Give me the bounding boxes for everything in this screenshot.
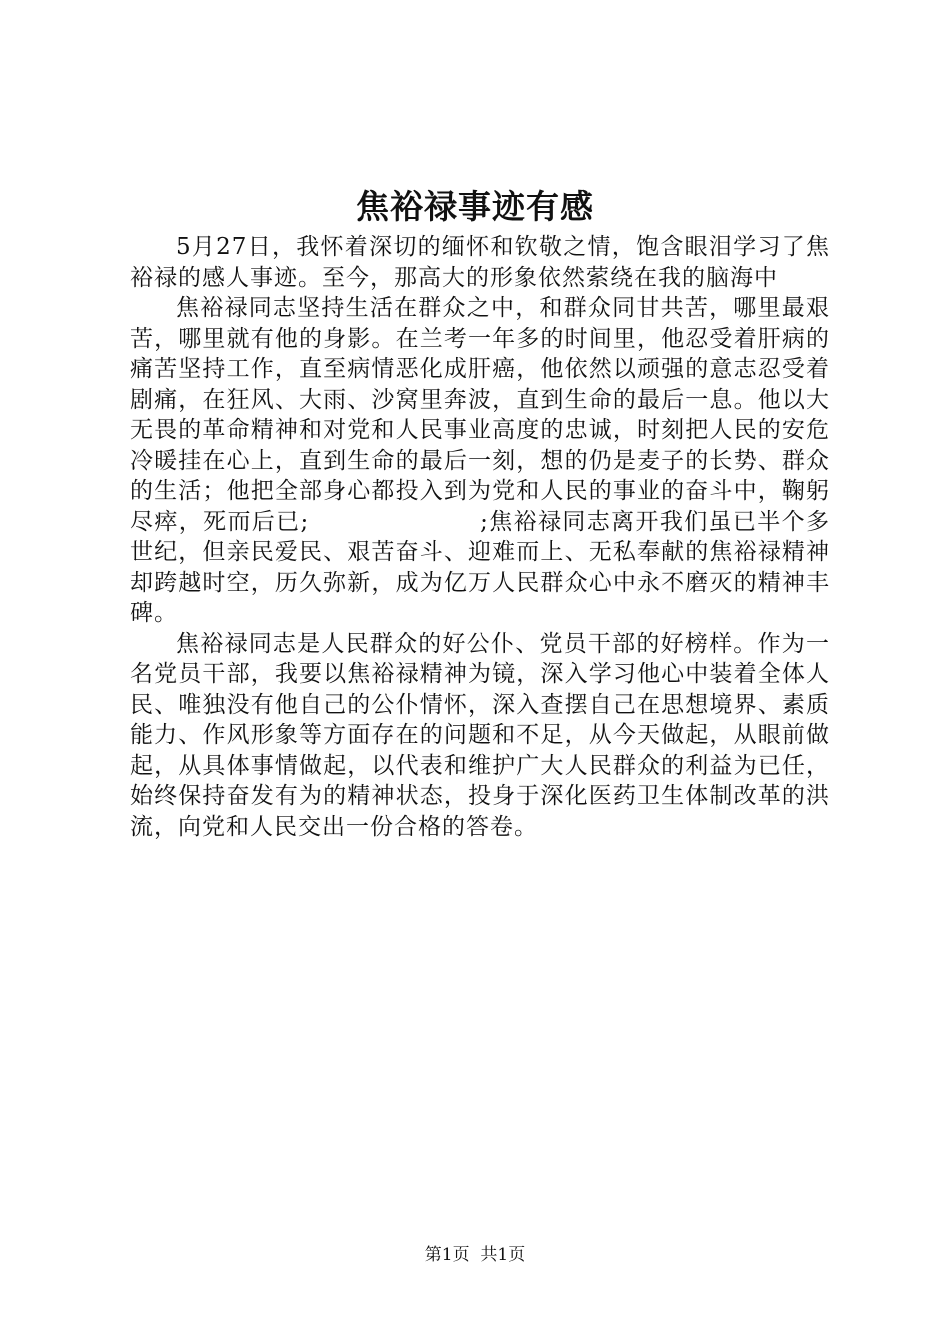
- paragraph-3: 焦裕禄同志是人民群众的好公仆、党员干部的好榜样。作为一名党员干部，我要以焦裕禄精神为镜，深入学习他心中装着全体人民、唯独没有他自己的公仆情怀，深入查摆自己在思想境界、素质能力、作风形象等方面存在的问题和不足，从今天做起，从眼前做起，从具体事情做起，以代表和维护广大人民群众的利益为已任，始终保持奋发有为的精神状态，投身于深化医药卫生体制改革的洪流，向党和人民交出一份合格的答卷。: [130, 630, 830, 840]
- document-body: [130, 232, 830, 842]
- page-number-label: 第1页 共1页: [424, 1245, 526, 1265]
- page-footer: [0, 1243, 950, 1267]
- document-title: 焦裕禄事迹有感: [356, 187, 594, 226]
- paragraph-2: 焦裕禄同志坚持生活在群众之中，和群众同甘共苦，哪里最艰苦，哪里就有他的身影。在兰考一年多的时间里，他忍受着肝病的痛苦坚持工作，直至病情恶化成肝癌，他依然以顽强的意志忍受着剧痛，在狂风、大雨、沙窝里奔波，直到生命的最后一息。他以大无畏的革命精神和对党和人民事业高度的忠诚，时刻把人民的安危冷暖挂在心上，直到生命的最后一刻，想的仍是麦子的长势、群众的生活；他把全部身心都投入到为党和人民的事业的奋斗中，鞠躬尽瘁，死而后已; ;焦裕禄同志离开我们虽已半个多世纪，但亲民爱民、艰苦奋斗、迎难而上、无私奉献的焦裕禄精神却跨越时空，历久弥新，成为亿万人民群众心中永不磨灭的精神丰碑。: [130, 295, 830, 626]
- paragraph-1: 5月27日，我怀着深切的缅怀和钦敬之情，饱含眼泪学习了焦裕禄的感人事迹。至今，那高大的形象依然萦绕在我的脑海中: [130, 234, 830, 291]
